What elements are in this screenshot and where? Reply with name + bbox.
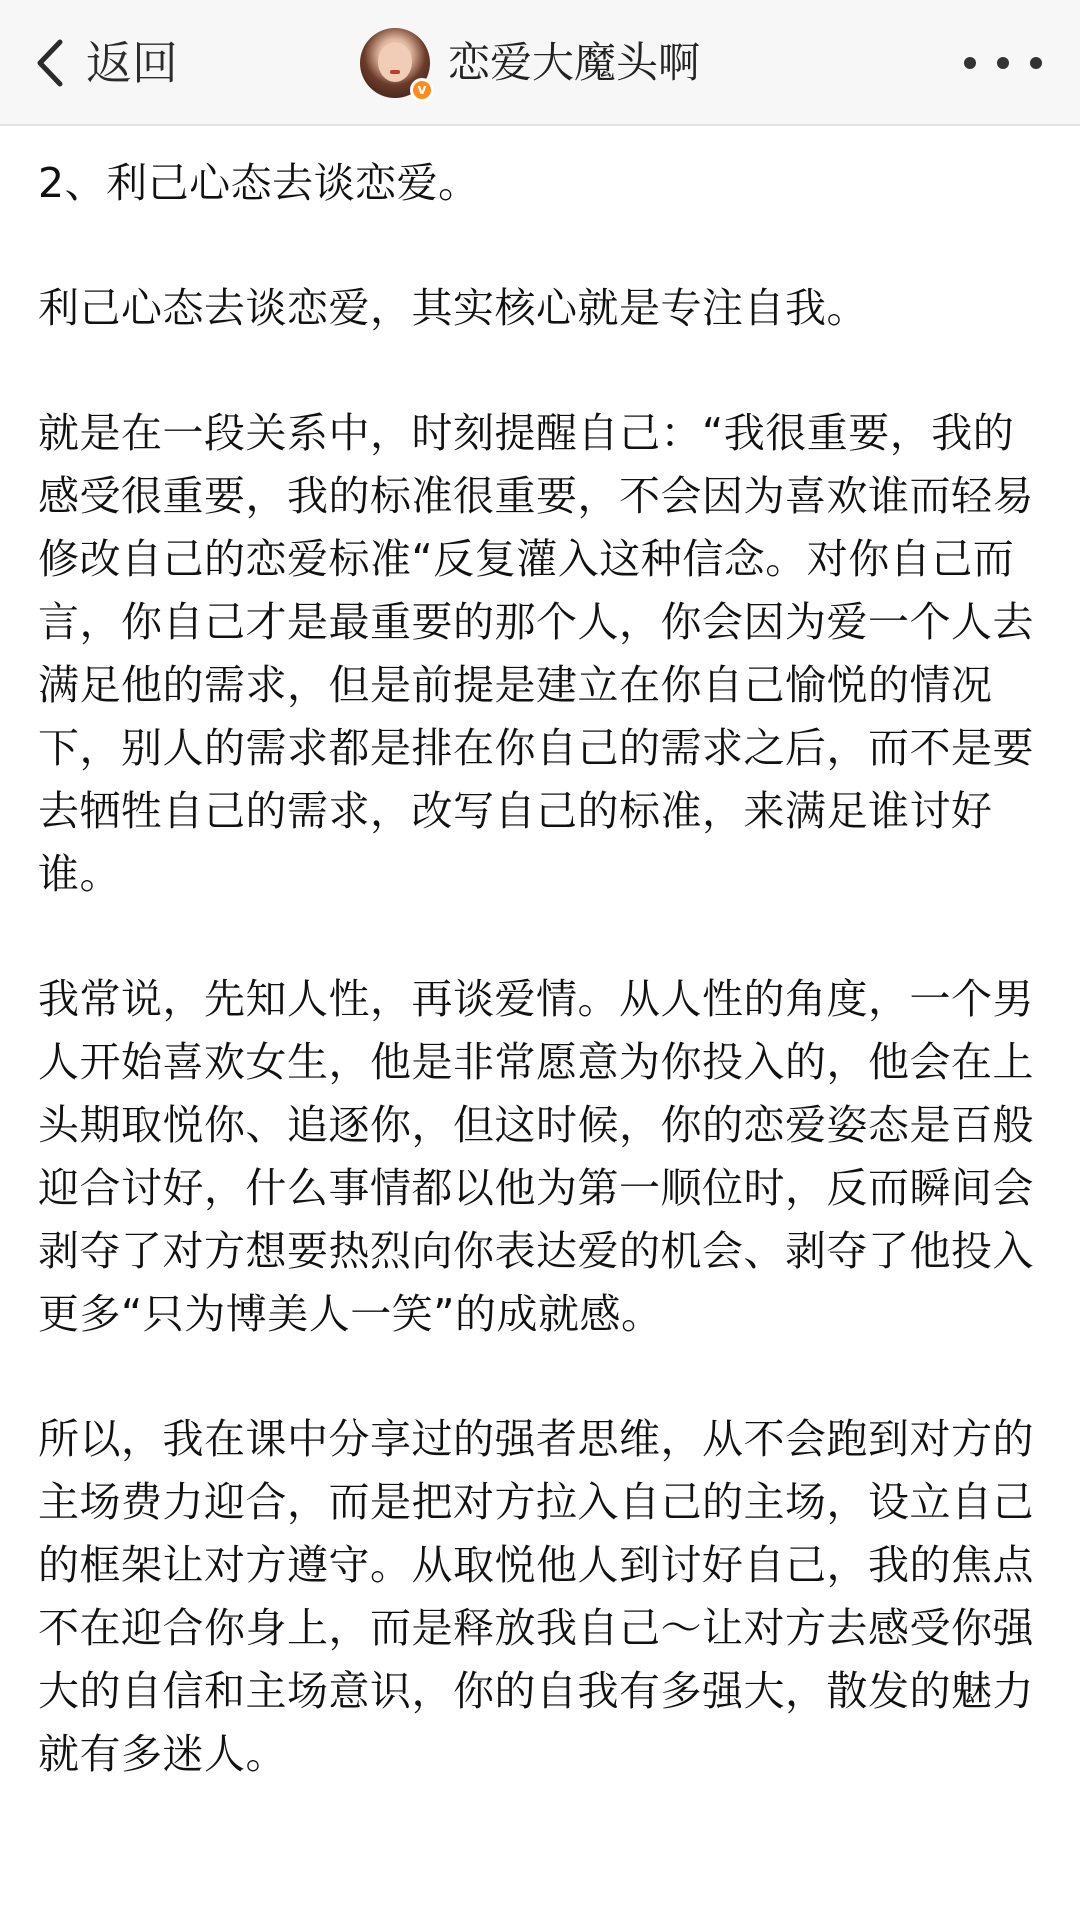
article-paragraph: 利己心态去谈恋爱，其实核心就是专注自我。 — [38, 284, 868, 332]
article-paragraph: 我常说，先知人性，再谈爱情。从人性的角度，一个男人开始喜欢女生，他是非常愿意为你投入的，他会在上头期取悦你、追逐你，但这时候，你的恋爱姿态是百般迎合讨好，什么事情都以他为第一顺位时，反而瞬间会剥夺了对方想要热烈向你表达爱的机会、剥夺了他投入更多“只为博美人一笑”的成就感。 — [38, 975, 1034, 1338]
article-heading: 2、利己心态去谈恋爱。 — [38, 159, 480, 207]
avatar-face — [378, 42, 412, 82]
profile-name[interactable]: 恋爱大魔头啊 — [448, 38, 701, 87]
avatar[interactable] — [360, 28, 430, 98]
article-paragraph: 就是在一段关系中，时刻提醒自己：“我很重要，我的感受很重要，我的标准很重要，不会因为喜欢谁而轻易修改自己的恋爱标准“反复灌入这种信念。对你自己而言，你自己才是最重要的那个人，你会因为爱一个人去满足他的需求，但是前提是建立在你自己愉悦的情况下，别人的需求都是排在你自己的需求之后，而不是要去牺牲自己的需求，改写自己的标准，来满足谁讨好谁。 — [38, 409, 1034, 898]
back-label: 返回 — [86, 36, 178, 90]
more-dot-icon — [1030, 57, 1042, 69]
top-nav-bar — [0, 0, 1080, 126]
more-dot-icon — [964, 57, 976, 69]
avatar-lips — [390, 70, 400, 74]
article-paragraph: 所以，我在课中分享过的强者思维，从不会跑到对方的主场费力迎合，而是把对方拉入自己的主场，设立自己的框架让对方遵守。从取悦他人到讨好自己，我的焦点不在迎合你身上，而是释放我自己～让对方去感受你强大的自信和主场意识，你的自我有多强大，散发的魅力就有多迷人。 — [38, 1415, 1034, 1778]
more-dot-icon — [997, 57, 1009, 69]
more-options-button[interactable] — [964, 48, 1042, 78]
profile-header[interactable] — [360, 28, 700, 98]
article-content — [0, 126, 1080, 1786]
chevron-left-icon — [30, 28, 82, 98]
back-button[interactable] — [30, 28, 178, 98]
verified-badge-icon: v — [410, 78, 434, 102]
